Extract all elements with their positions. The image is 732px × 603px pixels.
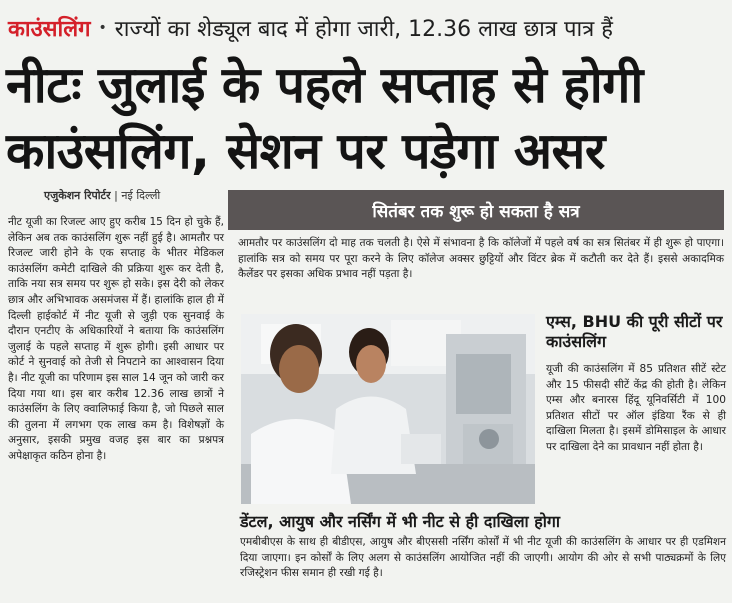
photo-illustration	[241, 314, 535, 504]
subhead-banner	[228, 190, 724, 230]
middle-body: आमतौर पर काउंसलिंग दो माह तक चलती है। ऐसे में संभावना है कि कॉलेजों में पहले वर्ष का सत्र सितंबर में ही शुरू हो पाएगा। हालांकि सत्र को समय पर पूरा करने के लिए कॉलेज अक्सर छुट्टियों और विंटर ब्रेक में कटौती कर देते हैं। इससे अकादमिक कैलेंडर पर इसका अधिक प्रभाव नहीं पड़ता है।	[238, 237, 724, 281]
bottom-heading: डेंटल, आयुष और नर्सिंग में भी नीट से ही दाखिला होगा	[240, 512, 561, 531]
kicker-line	[8, 8, 724, 48]
bottom-body: एमबीबीएस के साथ ही बीडीएस, आयुष और बीएससी नर्सिंग कोर्सों में भी नीट यूजी की काउंसलिंग के आधार पर ही एडमिशन दिया जाएगा। इन कोर्सों के लिए अलग से काउंसलिंग आयोजित नहीं की जाएगी। आयोग की ओर से सभी पाठ्यक्रमों के लिए रजिस्ट्रेशन फीस समान ही रखी गई है।	[240, 536, 726, 580]
kicker-tag: काउंसलिंग	[8, 17, 91, 42]
headline-line-1: नीटः जुलाई के पहले सप्ताह से होगी	[6, 56, 643, 114]
headline	[6, 52, 726, 184]
kicker-bullet: •	[98, 20, 107, 36]
kicker-deck: राज्यों का शेड्यूल बाद में होगा जारी, 12.36 लाख छात्र पात्र हैं	[114, 17, 613, 42]
sidebar-body: यूजी की काउंसलिंग में 85 प्रतिशत सीटें स्टेट और 15 फीसदी सीटें केंद्र की होती है। लेकिन एम्स और बनारस हिंदू यूनिवर्सिटी में 100 प्रतिशत सीटों पर ऑल इंडिया रैंक से ही दाखिला मिलता है। इसमें डोमिसाइल के आधार पर दाखिला देने का प्रावधान नहीं होता है।	[546, 363, 726, 453]
byline-separator: |	[110, 189, 122, 202]
sidebar-heading: एम्स, BHU की पूरी सीटों पर काउंसलिंग	[546, 312, 723, 351]
byline-place: नई दिल्ली	[121, 189, 161, 202]
byline	[44, 188, 160, 203]
byline-reporter: एजुकेशन रिपोर्टर	[44, 189, 111, 202]
left-column-body: नीट यूजी का रिजल्ट आए हुए करीब 15 दिन हो चुके हैं, लेकिन अब तक काउंसलिंग शुरू नहीं हुई है। आमतौर पर रिजल्ट जारी होने के एक सप्ताह के भीतर मेडिकल काउंसलिंग कमेटी दाखिले की प्रक्रिया शुरू कर देती है, ताकि नया सत्र समय पर शुरू हो सके। इस देरी को लेकर छात्र और अभिभावक असमंजस में हैं। हालांकि हाल ही में दिल्ली हाईकोर्ट में नीट यूजी से जुड़ी एक सुनवाई के दौरान एनटीए के अधिकारियों ने बताया कि काउंसलिंग जुलाई के पहले सप्ताह में शुरू होगी। इसी आधार पर कोर्ट ने सुनवाई को तेजी से निपटाने का आश्वासन दिया है। नीट यूजी का परिणाम इस साल 14 जून को जारी कर दिया गया था। इस बार करीब 12.36 लाख छात्रों ने काउंसलिंग के लिए क्वालिफाई किया है, जो पिछले साल की तुलना में लगभग एक लाख कम है। विशेषज्ञों के अनुसार, इसकी प्रमुख वजह इस बार का प्रश्नपत्र अपेक्षाकृत कठिन होना है।	[8, 216, 225, 462]
subhead-text: सितंबर तक शुरू हो सकता है सत्र	[372, 201, 580, 222]
headline-line-2: काउंसलिंग, सेशन पर पड़ेगा असर	[6, 122, 605, 180]
students-lab-photo	[241, 314, 535, 504]
